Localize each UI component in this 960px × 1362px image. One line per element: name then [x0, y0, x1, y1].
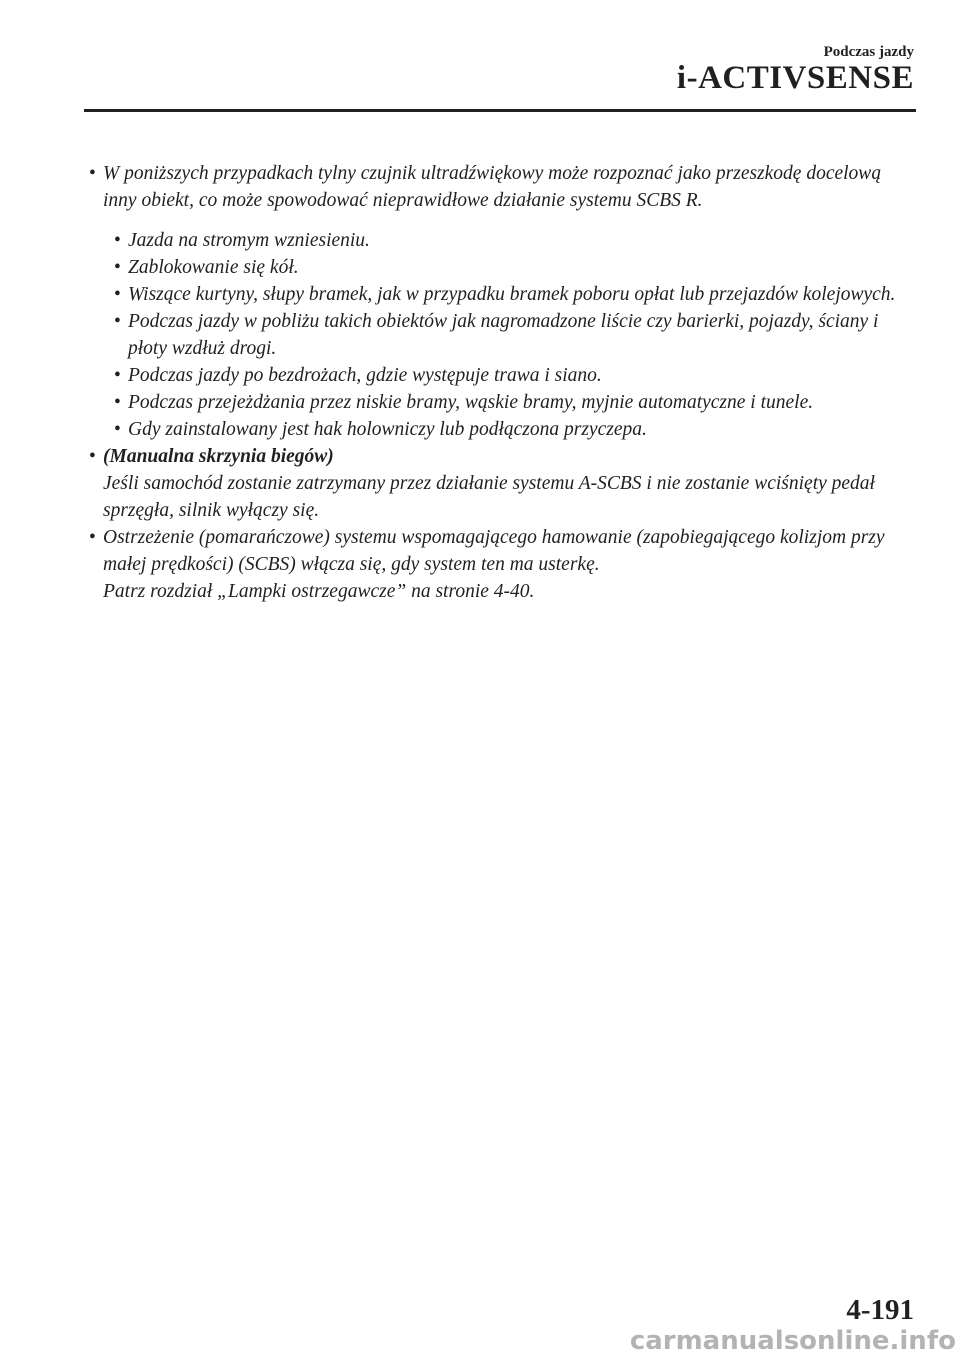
bullet-dot: •	[114, 257, 121, 278]
cross-reference-note: Patrz rozdział „Lampki ostrzegawcze” na stronie 4-40.	[103, 581, 535, 602]
list-item-heading: (Manualna skrzynia biegów)	[103, 446, 334, 467]
sub-list-item	[111, 308, 916, 362]
list-item-text: Wiszące kurtyny, słupy bramek, jak w przypadku bramek poboru opłat lub przejazdów kolejowych.	[128, 284, 896, 305]
bullet-dot: •	[114, 230, 121, 251]
sub-list-item	[111, 389, 916, 416]
sub-list-item	[111, 254, 916, 281]
list-item-text: Podczas jazdy w pobliżu takich obiektów jak nagromadzone liście czy barierki, pojazdy, ściany i płoty wzdłuż drogi.	[128, 311, 879, 359]
list-item-text: Ostrzeżenie (pomarańczowe) systemu wspomagającego hamowanie (zapobiegającego kolizjom przy małej prędkości) (SCBS) włącza się, gdy system ten ma usterkę.	[103, 527, 885, 575]
page-content	[86, 160, 916, 605]
header-chapter-title: i-ACTIVSENSE	[676, 60, 914, 96]
list-item	[86, 443, 916, 524]
sub-list-item	[111, 416, 916, 443]
sub-list-item	[111, 227, 916, 254]
watermark: carmanualsonline.info	[629, 1326, 956, 1356]
bullet-dot: •	[114, 392, 121, 413]
bullet-dot: •	[114, 365, 121, 386]
bullet-dot: •	[114, 419, 121, 440]
list-item-text: Jazda na stromym wzniesieniu.	[128, 230, 370, 251]
list-item	[86, 160, 916, 214]
list-item	[86, 524, 916, 605]
list-item-text: Zablokowanie się kół.	[128, 257, 299, 278]
sub-list-item	[111, 281, 916, 308]
bullet-dot: •	[89, 527, 96, 548]
list-item-text: Podczas przejeżdżania przez niskie bramy, wąskie bramy, myjnie automatyczne i tunele.	[128, 392, 814, 413]
list-item-text: Podczas jazdy po bezdrożach, gdzie występuje trawa i siano.	[128, 365, 602, 386]
header-section-label: Podczas jazdy	[823, 44, 914, 60]
sub-list-item	[111, 362, 916, 389]
bullet-dot: •	[114, 284, 121, 305]
bullet-dot: •	[89, 163, 96, 184]
bullet-dot: •	[89, 446, 96, 467]
bullet-dot: •	[114, 311, 121, 332]
list-item-text: W poniższych przypadkach tylny czujnik ultradźwiękowy może rozpoznać jako przeszkodę docelową inny obiekt, co może spowodować nieprawidłowe działanie systemu SCBS R.	[103, 163, 882, 211]
list-item-text: Jeśli samochód zostanie zatrzymany przez działanie systemu A-SCBS i nie zostanie wciśnięty pedał sprzęgła, silnik wyłączy się.	[103, 473, 875, 521]
header-divider	[84, 109, 916, 112]
list-item-text: Gdy zainstalowany jest hak holowniczy lub podłączona przyczepa.	[128, 419, 647, 440]
page-number: 4-191	[846, 1294, 914, 1326]
